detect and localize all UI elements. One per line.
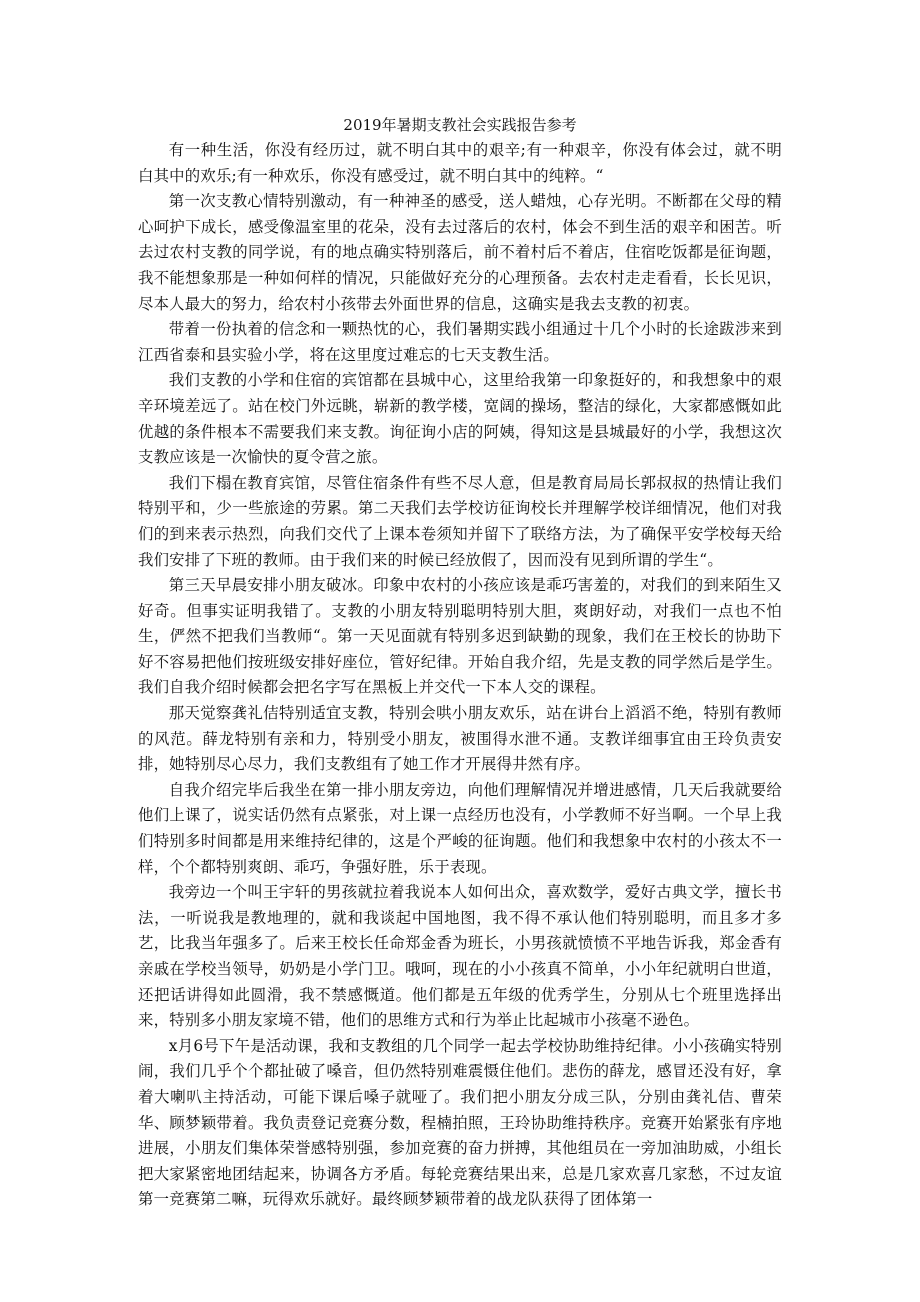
paragraph: 自我介绍完毕后我坐在第一排小朋友旁边，向他们理解情况并增进感情，几天后我就要给他们上课了，说实话仍然有点紧张，对上课一点经历也没有，小学教师不好当啊。一个早上我们特别多时间都是用来维持纪律的，这是个严峻的征询题。他们和我想象中农村的小孩太不一样，个个都特别爽朗、乖巧，争强好胜，乐于表现。 [138,780,782,876]
paragraph: 我们下榻在教育宾馆，尽管住宿条件有些不尽人意，但是教育局局长郭叔叔的热情让我们特别平和，少一些旅途的劳累。第二天我们去学校访征询校长并理解学校详细情况，他们对我们的到来表示热烈，向我们交代了上课本卷须知并留下了联络方法，为了确保平安学校每天给我们安排了下班的教师。由于我们来的时候已经放假了，因而没有见到所谓的学生“。 [138,473,782,569]
paragraph: 那天觉察龚礼佶特别适宜支教，特别会哄小朋友欢乐，站在讲台上滔滔不绝，特别有教师的风范。薛龙特别有亲和力，特别受小朋友，被围得水泄不通。支教详细事宜由王玲负责安排，她特别尽心尽力，我们支教组有了她工作才开展得井然有序。 [138,704,782,774]
paragraph: 带着一份执着的信念和一颗热忱的心，我们暑期实践小组通过十几个小时的长途跋涉来到江西省泰和县实验小学，将在这里度过难忘的七天支教生活。 [138,320,782,364]
paragraph: 我旁边一个叫王宇轩的男孩就拉着我说本人如何出众，喜欢数学，爱好古典文学，擅长书法，一听说我是教地理的，就和我谈起中国地图，我不得不承认他们特别聪明，而且多才多艺，比我当年强多了。后来王校长任命郑金香为班长，小男孩就愤愤不平地告诉我，郑金香有亲戚在学校当领导，奶奶是小学门卫。哦呵，现在的小小孩真不简单，小小年纪就明白世道，还把话讲得如此圆滑，我不禁感慨道。他们都是五年级的优秀学生，分别从七个班里选择出来，特别多小朋友家境不错，他们的思维方式和行为举止比起城市小孩毫不逊色。 [138,883,782,1030]
paragraph: 第一次支教心情特别激动，有一种神圣的感受，送人蜡烛，心存光明。不断都在父母的精心呵护下成长，感受像温室里的花朵，没有去过落后的农村，体会不到生活的艰辛和困苦。听去过农村支教的同学说，有的地点确实特别落后，前不着村后不着店，住宿吃饭都是征询题，我不能想象那是一种如何样的情况，只能做好充分的心理预备。去农村走走看看，长长见识，尽本人最大的努力，给农村小孩带去外面世界的信息，这确实是我去支教的初衷。 [138,192,782,313]
paragraph: 第三天早晨安排小朋友破冰。印象中农村的小孩应该是乖巧害羞的，对我们的到来陌生又好奇。但事实证明我错了。支教的小朋友特别聪明特别大胆，爽朗好动，对我们一点也不怕生，俨然不把我们当教师“。第一天见面就有特别多迟到缺勤的现象，我们在王校长的协助下好不容易把他们按班级安排好座位，管好纪律。开始自我介绍，先是支教的同学然后是学生。我们自我介绍时候都会把名字写在黑板上并交代一下本人交的课程。 [138,576,782,697]
paragraph: 有一种生活，你没有经历过，就不明白其中的艰辛;有一种艰辛，你没有体会过，就不明白其中的欢乐;有一种欢乐，你没有感受过，就不明白其中的纯粹。“ [138,141,782,185]
paragraph: 我们支教的小学和住宿的宾馆都在县城中心，这里给我第一印象挺好的，和我想象中的艰辛环境差远了。站在校门外远眺，崭新的教学楼，宽阔的操场，整洁的绿化，大家都感慨如此优越的条件根本不需要我们来支教。询征询小店的阿姨，得知这是县城最好的小学，我想这次支教应该是一次愉快的夏令营之旅。 [138,371,782,467]
paragraph: x月6号下午是活动课，我和支教组的几个同学一起去学校协助维持纪律。小小孩确实特别闹，我们几乎个个都扯破了嗓音，但仍然特别难震慑住他们。悲伤的薛龙，感冒还没有好，拿着大喇叭主持活动，可能下课后嗓子就哑了。我们把小朋友分成三队，分别由龚礼佶、曹荣华、顾梦颖带着。我负责登记竞赛分数，程楠拍照，王玲协助维持秩序。竞赛开始紧张有序地进展，小朋友们集体荣誉感特别强，参加竞赛的奋力拼搏，其他组员在一旁加油助威，小组长把大家紧密地团结起来，协调各方矛盾。每轮竞赛结果出来，总是几家欢喜几家愁，不过友谊第一竞赛第二嘛，玩得欢乐就好。最终顾梦颖带着的战龙队获得了团体第一 [138,1036,782,1209]
document-title: 2019年暑期支教社会实践报告参考 [343,116,577,134]
document-page [138,112,782,1213]
